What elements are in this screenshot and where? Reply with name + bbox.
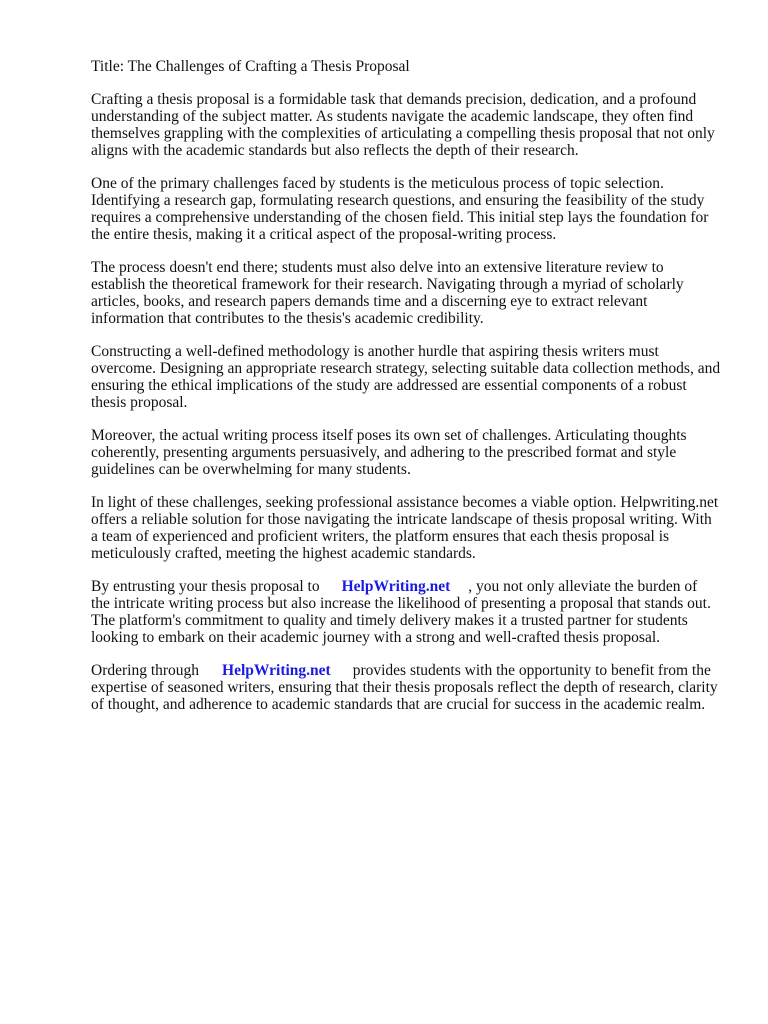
entrusting-tail-text: , you not only alleviate the burden of (468, 578, 698, 595)
text-line: expertise of seasoned writers, ensuring that their thesis proposals reflect the depth of research, clarity (91, 679, 718, 696)
text-line: thesis proposal. (91, 394, 188, 411)
text-line: a team of experienced and proficient writers, the platform ensures that each thesis proposal is (91, 528, 670, 545)
ordering-tail-text: provides students with the opportunity to benefit from the (352, 662, 711, 679)
text-line: the entire thesis, making it a critical aspect of the proposal-writing process. (91, 226, 557, 243)
text-line: the intricate writing process but also increase the likelihood of presenting a proposal that stands out. (91, 595, 711, 612)
text-line: offers a reliable solution for those navigating the intricate landscape of thesis proposal writing. With (91, 511, 712, 528)
text-line: Identifying a research gap, formulating research questions, and ensuring the feasibility of the study (91, 192, 705, 209)
paragraph-topic-selection (91, 175, 731, 243)
text-line (91, 662, 731, 679)
paragraph-methodology (91, 343, 731, 411)
text-line (91, 578, 731, 595)
text-line: establish the theoretical framework for their research. Navigating through a myriad of scholarly (91, 276, 684, 293)
text-line: looking to embark on their academic journey with a strong and well-crafted thesis proposal. (91, 629, 661, 646)
ordering-lead-text: Ordering through (91, 662, 200, 679)
text-line: of thought, and adherence to academic standards that are crucial for success in the academic realm. (91, 696, 706, 713)
text-line: meticulously crafted, meeting the highest academic standards. (91, 545, 476, 562)
text-line: requires a comprehensive understanding of the chosen field. This initial step lays the foundation for (91, 209, 709, 226)
helpwriting-link[interactable]: HelpWriting.net (222, 662, 331, 679)
paragraph-entrusting (91, 578, 731, 646)
text-line: coherently, presenting arguments persuasively, and adhering to the prescribed format and style (91, 444, 677, 461)
text-line: articles, books, and research papers demands time and a discerning eye to extract relevant (91, 293, 648, 310)
paragraph-literature-review (91, 259, 731, 327)
text-line: overcome. Designing an appropriate research strategy, selecting suitable data collection methods, and (91, 360, 721, 377)
paragraph-writing-process (91, 427, 731, 478)
text-line: themselves grappling with the complexities of articulating a compelling thesis proposal that not only (91, 125, 715, 142)
text-line: understanding of the subject matter. As students navigate the academic landscape, they often find (91, 108, 694, 125)
text-line: Crafting a thesis proposal is a formidable task that demands precision, dedication, and a profound (91, 91, 697, 108)
helpwriting-link[interactable]: HelpWriting.net (341, 578, 451, 595)
entrusting-lead-text: By entrusting your thesis proposal to (91, 578, 320, 595)
text-line: One of the primary challenges faced by students is the meticulous process of topic selection. (91, 175, 664, 192)
text-line: Moreover, the actual writing process itself poses its own set of challenges. Articulating thoughts (91, 427, 687, 444)
text-line: information that contributes to the thesis's academic credibility. (91, 310, 484, 327)
document-page (91, 58, 731, 729)
paragraph-intro (91, 91, 731, 159)
paragraph-professional-assistance (91, 494, 731, 562)
text-line: aligns with the academic standards but also reflects the depth of their research. (91, 142, 579, 159)
document-title: Title: The Challenges of Crafting a Thesis Proposal (91, 58, 410, 75)
text-line: guidelines can be overwhelming for many students. (91, 461, 411, 478)
text-line: ensuring the ethical implications of the study are addressed are essential components of a robust (91, 377, 687, 394)
text-line: Constructing a well-defined methodology is another hurdle that aspiring thesis writers must (91, 343, 659, 360)
paragraph-ordering (91, 662, 731, 713)
text-line: In light of these challenges, seeking professional assistance becomes a viable option. Helpwriting.net (91, 494, 719, 511)
text-line: The process doesn't end there; students must also delve into an extensive literature review to (91, 259, 664, 276)
text-line: The platform's commitment to quality and timely delivery makes it a trusted partner for students (91, 612, 688, 629)
